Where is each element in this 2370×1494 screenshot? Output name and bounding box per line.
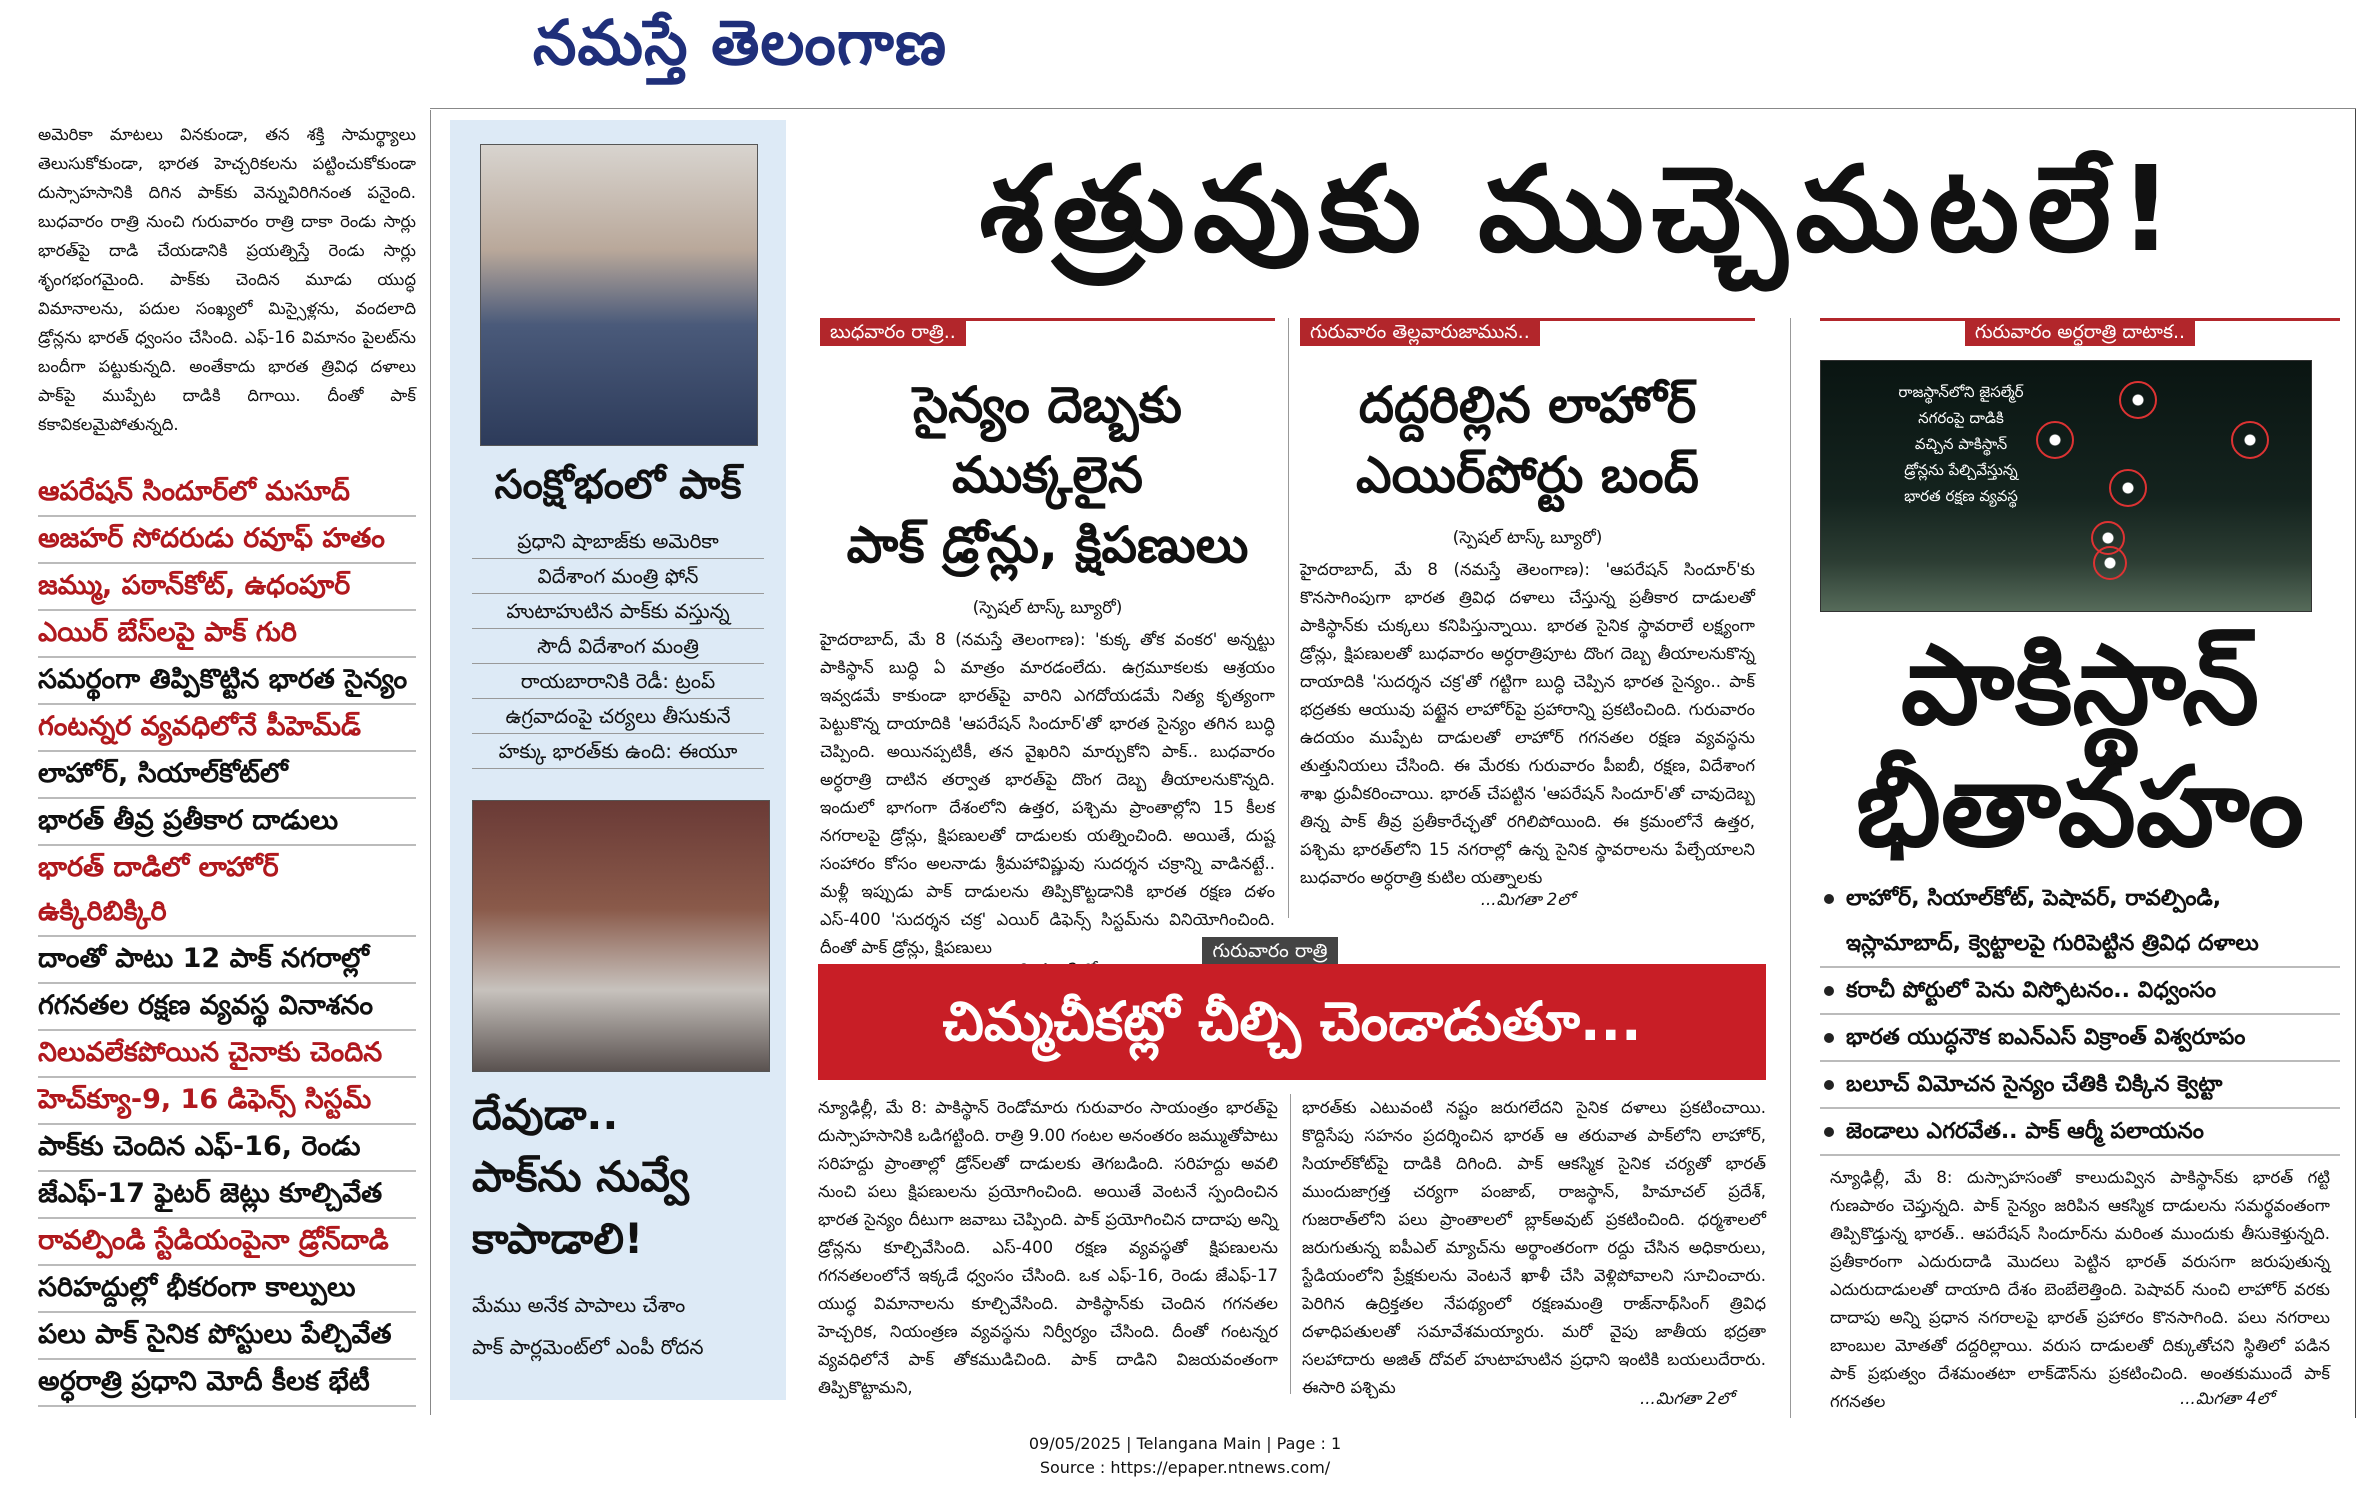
main-headline: శత్రువుకు ముచ్చెమటలే! [979,140,2181,278]
left-headline-line: దాంతో పాటు 12 పాక్ నగరాల్లో [38,937,416,984]
col4-kicker: గురువారం రాత్రి [1202,937,1337,965]
left-headline [38,1313,416,1360]
col2-body: హైదరాబాద్, మే 8 (నమస్తే తెలంగాణ): 'ఆపరేషన్ సిందూర్'కు కొనసాగింపుగా భారత త్రివిధ దళాలు చేస్తున్న ప్రతీకార దాడులతో పాకిస్థాన్‌కు చుక్కలు కనిపిస్తున్నాయి. భారత సైనిక స్థావరాలే లక్ష్యంగా డ్రోన్లు, క్షిపణులతో బుధవారం అర్ధరాత్రిపూట దొంగ దెబ్బ తీయాలనుకొన్న దాయాదికి 'సుదర్శన చక్ర'తో గట్టిగా బుద్ధి చెప్పిన భారత సైన్యం.. పాక్ భద్రతకు ఆయువు పట్టైన లాహోర్‌పై ప్రహారాన్ని ప్రకటించింది. గురువారం ఉదయం ముప్పేట దాడులతో లాహోర్ గగనతల రక్షణ వ్యవస్థను తుత్తునియలు చేసింది. ఈ మేరకు గురువారం పీఐబీ, రక్షణ, విదేశాంగ శాఖ ధ్రువీకరించాయి. భారత్ చేపట్టిన 'ఆపరేషన్ సిందూర్'తో చావుదెబ్బ తిన్న పాక్ తీవ్ర ప్రతీకారేచ్ఛతో రగిలిపోయింది. ఈ క్రమంలోనే ఉత్తర, పశ్చిమ భారత్‌లోని 15 నగరాల్లో ఉన్న సైనిక స్థావరాలను పేల్చేయాలని బుధవారం అర్ధరాత్రి కుటిల యత్నాలకు [1300,560,1755,887]
col4-continued: ...మిగతా 2లో [1640,1389,1734,1408]
bullet-item: బలూచ్ విమోచన సైన్యం చేతికి చిక్కిన క్వెట్టా [1820,1062,2340,1109]
col1-kicker: బుధవారం రాత్రి.. [820,318,966,346]
col2-title-line1: దద్దరిల్లిన లాహోర్ [1358,376,1697,434]
bullet-item: జెండాలు ఎగరవేత.. పాక్ ఆర్మీ పలాయనం [1820,1109,2340,1156]
left-headline-line: భారత్ దాడిలో లాహోర్ ఉక్కిరిబిక్కిరి [38,846,416,937]
sidebar-subhead-line: రాజస్థాన్‌లోని జైసల్మేర్ [1898,383,2024,401]
col3-bullets [1820,876,2340,1156]
col2-byline: (స్పెషల్ టాస్క్ బ్యూరో) [1452,528,1603,548]
col3-body: న్యూఢిల్లీ, మే 8: దుస్సాహసంతో కాలుదువ్విన పాకిస్థాన్‌కు భారత్ గట్టి గుణపాఠం చెప్తున్నది. పాక్ సైన్యం జరిపిన ఆకస్మిక దాడులను సమర్థవంతంగా తిప్పికొడ్తున్న భారత్.. ఆపరేషన్ సిందూర్‌ను మరింత ముందుకు తీసుకెళ్తున్నది. ప్రతీకారంగా ఎదురుదాడి మొదలు పెట్టిన భారత్ వరుసగా జరుపుతున్న ఎదురుదాడులతో దాయాది దేశం బెంబేలెత్తింది. పెషావర్ నుంచి లాహోర్ వరకు దాదాపు అన్ని ప్రధాన నగరాలపై భారత్ ప్రహారం కొనసాగింది. పలు నగరాలు బాంబుల మోతతో దద్దరిల్లాయి. వరుస దాడులతో దిక్కుతోచని స్థితిలో పడిన పాక్ ప్రభుత్వం దేశమంతటా లాక్‌డౌన్‌ను ప్రకటించింది. అంతకుముందే పాక్ గగనతల [1830,1168,2330,1411]
top-rule [430,108,2356,109]
sidebar-subhead-line: భారత రక్షణ వ్యవస్థ [1904,487,2018,505]
bullet-item: కరాచీ పోర్టులో పెను విస్ఫోటనం.. విధ్వంసం [1820,968,2340,1015]
left-headline [38,752,416,846]
col1-title-line2: పాక్ డ్రోన్లు, క్షిపణులు [846,516,1249,574]
left-headline-line: గంటన్నర వ్యవధిలోనే పీహెమ్‌డ్ [38,705,416,752]
sidebar-headline-god [472,1084,772,1270]
left-headline [38,1360,416,1407]
left-headline-line: నిలువలేకపోయిన చైనాకు చెందిన [38,1031,416,1078]
sidebar-subhead-line: డ్రోన్లను పేల్చివేస్తున్న [1904,461,2018,479]
left-headline-line: హెచ్‌క్యూ-9, 16 డిఫెన్స్ సిస్టమ్ [38,1078,416,1125]
left-column-divider [430,110,431,1415]
sidebar-subhead-line: విదేశాంగ మంత్రి ఫోన్ [472,559,764,594]
left-headline-line: భారత్ తీవ్ర ప్రతీకార దాడులు [38,799,416,846]
left-headline-line: జేఎఫ్-17 ఫైటర్ జెట్లు కూల్చివేత [38,1172,416,1219]
left-headline [38,1219,416,1266]
left-intro-text: అమెరికా మాటలు వినకుండా, తన శక్తి సామర్థ్యాలు తెలుసుకోకుండా, భారత హెచ్చరికలను పట్టించుకోకుండా దుస్సాహసానికి దిగిన పాక్‌కు వెన్నువిరిగినంత పనైంది. బుధవారం రాత్రి నుంచి గురువారం రాత్రి దాకా రెండు సార్లు భారత్‌పై దాడి చేయడానికి ప్రయత్నిస్తే రెండు సార్లు శృంగభంగమైంది. పాక్‌కు చెందిన మూడు యుద్ధ విమానాలను, పదుల సంఖ్యలో మిస్సైళ్లను, వందలాది డ్రోన్లను భారత్ ధ్వంసం చేసింది. ఎఫ్-16 విమానం పైలట్‌ను బందీగా పట్టుకున్నది. అంతేకాదు భారత త్రివిధ దళాలు పాక్‌పై ముప్పేట దాడికి దిగాయి. దీంతో పాక్ కకావికలమైపోతున్నది. [38,125,416,434]
left-headline-line: జమ్ము, పఠాన్‌కోట్, ఉధంపూర్ [38,564,416,611]
sidebar-subhead-line: వచ్చిన పాకిస్థాన్ [1914,435,2008,453]
fear-bigword: భీతావహం [1855,743,2305,871]
bullet-item: భారత యుద్ధనౌక ఐఎన్ఎస్ విక్రాంత్ విశ్వరూపం [1820,1015,2340,1062]
left-headline-line: ఆపరేషన్ సిందూర్‌లో మసూద్ [38,470,416,517]
sidebar-subhead-line: కాపాడాలి! [472,1214,644,1263]
sidebar-subhead-line: సౌదీ విదేశాంగ మంత్రి [472,629,764,664]
col3-kicker: గురువారం అర్ధరాత్రి దాటాక.. [1965,318,2195,346]
drone-marker [2036,421,2074,459]
col3-continued: ...మిగతా 4లో [2180,1389,2274,1408]
col1-title-line1: సైన్యం దెబ్బకు ముక్కలైన [913,376,1182,504]
drone-photo [1820,360,2312,612]
shahbaz-photo [480,144,758,446]
left-headline-line: అర్ధరాత్రి ప్రధాని మోదీ కీలక భేటీ [38,1360,416,1407]
sidebar-subheads-god [472,1284,772,1368]
sidebar-headline-crisis: సంక్షోభంలో పాక్ [494,462,742,508]
page-border-right [2355,108,2356,1418]
left-headline [38,937,416,1031]
footer-source: Source : https://epaper.ntnews.com/ [1039,1458,1331,1477]
col4-body-b: భారత్‌కు ఎటువంటి నష్టం జరుగలేదని సైనిక దళాలు ప్రకటించాయి. కొద్దిసేపు సహనం ప్రదర్శించిన భారత్ ఆ తరువాత పాక్‌లోని లాహోర్, సియాల్‌కోట్‌పై దాడికి దిగింది. పాక్ ఆకస్మిక సైనిక చర్యతో భారత్ ముందుజాగ్రత్త చర్యగా పంజాబ్, రాజస్థాన్, హిమాచల్ ప్రదేశ్, గుజరాత్‌లోని పలు ప్రాంతాలలో బ్లాక్‌అవుట్ ప్రకటించింది. ధర్మశాలలో జరుగుతున్న ఐపీఎల్ మ్యాచ్‌ను అర్థాంతరంగా రద్దు చేసిన అధికారులు, స్టేడియంలోని ప్రేక్షకులను వెంటనే ఖాళీ చేసి వెళ్లిపోవాలని సూచించారు. పెరిగిన ఉద్రిక్తతల నేపథ్యంలో రక్షణమంత్రి రాజ్‌నాథ్‌సింగ్ త్రివిధ దళాధిపతులతో సమావేశమయ్యారు. మరో వైపు జాతీయ భద్రతా సలహాదారు అజిత్ దోవల్ హుటాహుటిన ప్రధాని ఇంటికి బయలుదేరారు. ఈసారి పశ్చిమ [1302,1098,1766,1397]
column-2 [1300,318,1755,914]
left-headline [38,470,416,564]
left-headline-line: సమర్థంగా తిప్పికొట్టిన భారత సైన్యం [38,658,416,705]
pakistan-bigword: పాకిస్థాన్ [1900,621,2260,749]
bottom-banner-headline: చిమ్మచీకట్లో చీల్చి చెండాడుతూ... [818,964,1766,1080]
column-1 [820,318,1275,984]
mp-photo [472,800,770,1072]
sidebar-subhead-line: పాక్‌ను నువ్వే [472,1152,689,1201]
drone-marker [2093,546,2127,580]
sidebar-subhead-line: దేవుడా.. [472,1090,619,1139]
left-headline-line: ఎయిర్ బేస్‌లపై పాక్ గురి [38,611,416,658]
left-headline [38,1031,416,1125]
col-divider-2 [1790,318,1791,1418]
masthead-logo: నమస్తే తెలంగాణ [532,6,948,79]
sidebar-subhead-line: హక్కు భారత్‌కు ఉంది: ఈయూ [472,734,764,769]
left-headline-line: గగనతల రక్షణ వ్యవస్థ వినాశనం [38,984,416,1031]
left-headline [38,846,416,937]
col4-body-a: న్యూఢిల్లీ, మే 8: పాకిస్థాన్ రెండోమారు గురువారం సాయంత్రం భారత్‌పై దుస్సాహసానికి ఒడిగట్టింది. రాత్రి 9.00 గంటల అనంతరం జమ్ముతోపాటు సరిహద్దు ప్రాంతాల్లో డ్రోన్‌లతో దాడులకు తెగబడింది. సరిహద్దు అవలి నుంచి పలు క్షిపణులను ప్రయోగించింది. అయితే వెంటనే స్పందించిన భారత సైన్యం దీటుగా జవాబు చెప్పింది. పాక్ ప్రయోగించిన దాదాపు అన్ని డ్రోన్లను కూల్చివేసింది. ఎస్-400 రక్షణ వ్యవస్థతో క్షిపణులను గగనతలంలోనే ఇక్కడే ధ్వంసం చేసింది. ఒక ఎఫ్-16, రెండు జేఎఫ్-17 యుద్ధ విమానాలను కూల్చివేసింది. పాకిస్థాన్‌కు చెందిన గగనతల హెచ్చరిక, నియంత్రణ వ్యవస్థను నిర్వీర్యం చేసింది. దీంతో గంటన్నర వ్యవధిలోనే పాక్ తోకముడిచింది. పాక్ దాడిని విజయవంతంగా తిప్పికొట్టామని, [818,1098,1278,1397]
sidebar-subhead-line: రాయబారానికి రెడీ: ట్రంప్ [472,664,764,699]
left-headline-line: సరిహద్దుల్లో భీకరంగా కాల్పులు [38,1266,416,1313]
sidebar-subhead-line: ఉగ్రవాదంపై చర్యలు తీసుకునే [472,699,764,734]
left-headlines-list [38,470,416,1407]
left-headline-line: లాహోర్, సియాల్‌కోట్‌లో [38,752,416,799]
col2-title-line2: ఎయిర్‌పోర్టు బంద్ [1356,446,1699,504]
left-headline [38,1266,416,1313]
left-headline [38,564,416,658]
drone-marker [2119,381,2157,419]
left-headline-line: అజహర్ సోదరుడు రవూఫ్ హతం [38,517,416,564]
col4-kicker-wrap [1170,940,1370,967]
col1-byline: (స్పెషల్ టాస్క్ బ్యూరో) [972,598,1123,618]
col1-body: హైదరాబాద్, మే 8 (నమస్తే తెలంగాణ): 'కుక్క తోక వంకర' అన్నట్టు పాకిస్థాన్ బుద్ధి ఏ మాత్రం మారడంలేదు. ఉగ్రమూకలకు ఆశ్రయం ఇవ్వడమే కాకుండా భారత్‌పై వారిని ఎగదోయడమే నిత్య కృత్యంగా పెట్టుకొన్న దాయాదికి 'ఆపరేషన్ సిందూర్'తో భారత సైన్యం తగిన బుద్ధి చెప్పింది. అయినప్పటికీ, తన వైఖరిని మార్చుకోని పాక్.. బుధవారం అర్ధరాత్రి దాటిన తర్వాత భారత్‌పై దొంగ దెబ్బ తీయాలనుకొన్నది. ఇందులో భాగంగా దేశంలోని ఉత్తర, పశ్చిమ ప్రాంతాల్లోని 15 కీలక నగరాలపై డ్రోన్లు, క్షిపణులతో దాడులకు యత్నించింది. అయితే, దుష్ట సంహారం కోసం అలనాడు శ్రీమహావిష్ణువు సుదర్శన చక్రాన్ని వాడినట్టే.. మళ్లీ ఇప్పుడు పాక్ దాడులను తిప్పికొట్టడానికి భారత రక్షణ దళం ఎస్-400 'సుదర్శన చక్ర' ఎయిర్ డిఫెన్స్ సిస్టమ్‌ను వినియోగించింది. దీంతో పాక్ డ్రోన్లు, క్షిపణులు [820,630,1275,957]
footer-page-info: 09/05/2025 | Telangana Main | Page : 1 [1028,1434,1342,1453]
left-headline-line: పాక్‌కు చెందిన ఎఫ్-16, రెండు [38,1125,416,1172]
sidebar-subheads-crisis [450,524,786,769]
left-headline [38,705,416,752]
sidebar-subhead-line: పాక్ పార్లమెంట్‌లో ఎంపీ రోదన [472,1335,704,1359]
bullet-item: లాహోర్, సియాల్‌కోట్, పెషావర్, రావల్పిండి, ఇస్లామాబాద్, క్వెట్టాలపై గురిపెట్టిన త్రివిధ దళాలు [1820,876,2340,968]
sidebar-panel [450,120,786,1400]
left-headline [38,658,416,705]
left-headline-line: పలు పాక్ సైనిక పోస్టులు పేల్చివేత [38,1313,416,1360]
sidebar-subhead-line: నగరంపై దాడికి [1918,409,2004,427]
left-headline [38,1125,416,1219]
drone-marker [2109,469,2147,507]
sidebar-subhead-line: హుటాహుటిన పాక్‌కు వస్తున్న [472,594,764,629]
col2-continued: ...మిగతా 2లో [1480,890,1575,909]
col2-kicker: గురువారం తెల్లవారుజామున.. [1300,318,1540,346]
drone-marker [2231,421,2269,459]
col-divider-4 [1290,1094,1291,1394]
left-headline-line: రావల్పిండి స్టేడియంపైనా డ్రోన్‌దాడి [38,1219,416,1266]
sidebar-subhead-line: మేము అనేక పాపాలు చేశాం [472,1293,686,1317]
col-divider-1 [1288,318,1289,918]
column-3 [1820,318,2340,348]
sidebar-subhead-line: ప్రధాని షాబాజ్‌కు అమెరికా [472,524,764,559]
